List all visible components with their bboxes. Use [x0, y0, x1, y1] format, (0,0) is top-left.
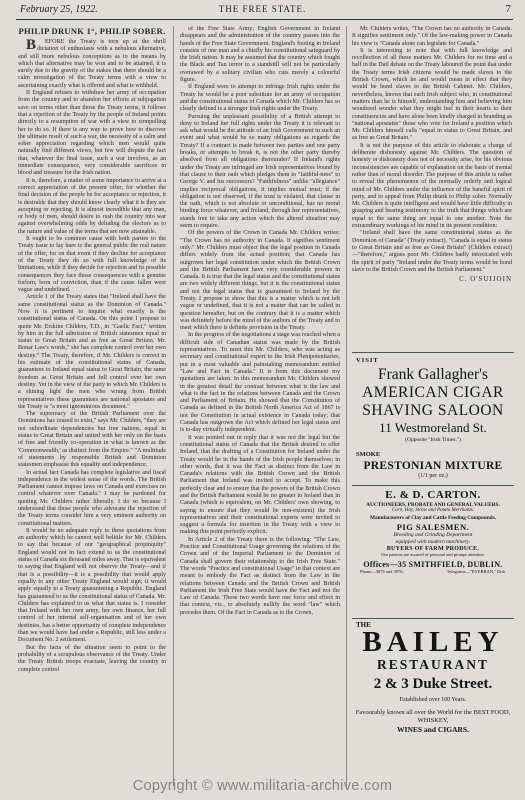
ad-bailey-name: BAILEY	[362, 626, 504, 658]
ad-buyers: BUYERS OF FARM PRODUCE.	[386, 546, 480, 552]
ad-gallagher-line3: SHAVING SALOON	[362, 402, 504, 419]
ad-telegrams: Telegrams—"EYEBRAN," Dub.	[446, 568, 506, 574]
article-paragraph: Article 1 of the Treaty states that "Ireland shall have the same constitutional status as the Dominion of Canada." Now it is pertinent to inquire what exactly is the constitutional status of Canada. On this point I propose to quote Mr. Erskine Childers, T.D., in "Gaelic Fact," written by him in the full admission of British statesmen equal in status to Great Britain and as free as Great Britain. Mr. Bonar Law's words," she has complete control over her own destiny." The Treaty, therefore, if Mr. Childers is correct in his estimate of the constitutional status of Canada, guarantees to Ireland equal status to Great Britain, the same freedom as Great Britain and full control over her own destiny. Yet in the view of the party to which Mr. Childers is a shining light the men who wrung from British representatives these guarantees are national apostates and the Treaty is "a most ignominious document."	[18, 294, 166, 410]
article-paragraph: If England were to attempt to infringe Irish rights under the Treaty he would be a poor substitute for an army of occupation and the constitutional status of Canada which Mr. Childers has so clearly defined is a stronger Irish rights under the Treaty.	[180, 84, 340, 113]
ad-gallagher-name: Frank Gallagher's	[378, 366, 488, 383]
article-lead-paragraph	[18, 39, 166, 90]
col1-paragraphs	[18, 90, 166, 674]
advertisement-bailey	[352, 618, 514, 786]
article-column-2	[180, 26, 340, 782]
column-divider	[346, 26, 347, 786]
col2-paragraphs	[180, 26, 340, 617]
article-signature: C. O'SUIJOIN	[459, 275, 512, 284]
article-paragraph: If England refuses to withdraw her army of occupation from the country and to abandon her efforts at subjugation save on terms other than those the Treaty terms, it follows that a rejection of the Treaty by the people of Ireland points directly to a resumption of war with a view to compelling her to do so. If there is any way to prove how to discover the ultimate result of such a war, the necessity of a calm and sober appreciation regarding which men would quite naturally find different views, but few will dispute the fact that, whatever the final issue, such a war involves, as an immediate consequence, very considerable sacrifices in blood and treasure for the Irish nation.	[18, 90, 166, 177]
ad-gallagher-opposite: (Opposite "Irish Times.")	[405, 437, 461, 443]
ad-pig-salesmen: PIG SALESMEN.	[396, 522, 470, 532]
ad-visit-label: VISIT	[356, 357, 379, 364]
article-column-3	[352, 26, 512, 326]
ad-carton-desc2: Corn, Hay, Straw and Potato Merchants.	[391, 508, 475, 513]
article-paragraph: "Ireland shall have the same constitutional status as the Dominion of Canada" (Treaty extract). "Canada is equal in status to Great Britain and as free as Great Britain" (Childers extract)—"therefore," argues poor Mr. Childers badly intoxicated with the spirit of party "Ireland under the Treaty terms would be bond slave to the British Crown and the British Parliament."	[352, 230, 512, 273]
article-paragraph: It ought to be common cause with both parties to the Treaty issue to lay bare to the general public the real nature of the offer, for on that event if they decline for acceptance of the Treaty they do so with full knowledge of its limitations, while if they decide for rejection and its possible consequences they face those consequences with a genuine forlorn, born of conviction, than if the cause fallen were vague and undefined.	[18, 236, 166, 294]
article-title: PHILIP DRUNK 1°, PHILIP SOBER.	[18, 26, 166, 36]
ad-gallagher-address: 11 Westmoreland St.	[379, 420, 487, 435]
col3-paragraphs	[352, 26, 512, 274]
ad-offices: Offices—35 SMITHFIELD, DUBLIN.	[363, 559, 503, 569]
ad-bailey-the: THE	[356, 621, 371, 629]
ad-carton-desc3: Manufacturers of Clay and Cattle Feeding Compounds.	[369, 515, 496, 521]
ad-breeding-line2: equipped with modern machinery.	[395, 538, 471, 545]
article-paragraph: But the facts of the situation seem to point to the probability of a scrupulous observance of the Treaty. Under the Treaty British troops evacuate, leaving the country in complete control	[18, 644, 166, 673]
ad-gallagher-line2: AMERICAN CIGAR	[362, 384, 504, 401]
header-rule	[16, 19, 513, 20]
article-paragraph: Mr. Childers writes, "The Crown has no authority in Canada. It signifies sentiment only." Of the law-making power in Canada his view is "Canada alone can legislate for Canada."	[352, 26, 512, 47]
ad-bailey-favour: Favourably known all over the World for the BEST FOOD, WHISKEY,	[355, 709, 511, 724]
article-paragraph: The supremacy of the British Parliament over the Dominions has ceased to exist," says Mr. Childers, "they are not subordinate dependencies but free nations, equal in status to Great Britain and united with her only on the basis of free and friendly co-operation in what is known as the 'Commonwealth,' as distinct from the Empire." "A multitude of statements by responsible British and Dominion statesmen emphasise this equality and independence.	[18, 411, 166, 469]
ad-bailey-restaurant: RESTAURANT	[376, 657, 489, 672]
article-paragraph: It is not the purpose of this article to elaborate a charge of deliberate dishonesty against Mr. Childers. The question of honesty or dishonesty does not of necessity arise, for his obvious inconsistencies are capable of explanation on the basis of mental rather than of moral disorder. The purpose of this article is rather to reveal the phenomenon of the normally orderly and logical mind of Mr. Childers under the influence of the baneful spirit of party, and to appeal from Philip drunk to Philip sober. Normally Mr. Childers is quite intelligent and would have little difficulty in grasping and bearing testimony to the truth that things which are equal to the same thing are equal to one another. Note the extraordinary workings of his mind in its present condition:	[352, 142, 512, 230]
advertisement-gallagher	[352, 352, 514, 614]
article-paragraph: It is interesting to note that with full knowledge and recollection of all these matters Mr. Childers for no time and a half in the Dail debate on the Treaty laboured the point that under the Treaty terms Irish citizens would be made slaves to the British Crown, which he and would mean in effect that they would be bond slaves to the British Cabinet. Mr. Childers, nevertheless, knows that each Irish subject who, in constitutional matters than he is himself, understanding him and believing him wondered wonder what they might feel in their hearts to their constituencies and have alone been kindly charged in branding as "national apostates" those who vote for Ireland a position which Mr. Childers himself calls "equal in status to Great Britain, and as free as Great Britain."	[352, 47, 512, 142]
ad-patrons: Our patrons are assured of personal and prompt attention.	[381, 552, 485, 557]
article-paragraph: Pursuing the unpleasant possibility of a British attempt to deny to Ireland her full rights under the Treaty it is relevant to ask what would be the attitude of an Irish Government in such an event and what would be so many obligations as regards the Treaty? If a contract is made between two parties and one party breaks, or attempts to break it, is not the other party thereby absolved from all obligations thereunder? If Ireland's rights under the Treaty are infringed are Irish representatives bound by that clause to their oath which pledges them to "faithful-ness" to George V. and his successors? "Faithfulness" unlike "allegiance" implies reciprocal obligations, it implies mutual trust; if the obligation is not observed, if the trust is violated, that clause in the oath, which is not absolute or unconditional, has no moral binding force whatever, and Ireland, through her representatives, stands free to take any action which the altered situation may seem to require.	[180, 113, 340, 230]
ad-smoke-label: SMOKE	[356, 451, 381, 458]
drop-cap: B	[26, 37, 37, 53]
article-paragraph: In Article 2 of the Treaty there is the following: "The Law, Practice and Constitutional Usage governing the relations of the Crown and of the Imperial Parliament to the Dominion of Canada shall govern their relationship to the Irish Free State." The words "Practice and constitutional Usage" in that context are meant to embody the Fact as distinct from the Law in the relations between Canada and the British Crown and British Parliament the Irish Free State would have the Fact and not the Law of Canada. Those two words have one force and effect in that context, viz., to absolutely nullify the word "law" which precedes them. Of the Fact in Canada as to the Crown,	[180, 536, 340, 616]
ad-bailey-established: Established over 100 Years.	[399, 697, 467, 703]
ad-contact	[352, 569, 514, 575]
copyright-watermark: Copyright © www.militaria-archive.com	[132, 778, 393, 794]
article-paragraph: It was pointed out in reply that it was not the legal but the constitutional status of Canada that the British desired to offer Ireland, that the drafting of a Constitution for Ireland under the Treaty would be in the hands of the Irish people themselves; in other words, that it was the Fact as distinct from the Law in Canada's relations with the British Crown and the British Parliament that Ireland was invited to accept. To make this perfectly clear and to ensure that the powers of the British Crown and the British Parliament would be no greater in Ireland than in Canada (which is equivalent, on Mr. Childers' own showing, to saying to ensure that they would be non-existent) the Irish representatives and their constitutional experts were invited to suggest a formula for insertion in the Treaty with a view to making this point perfectly explicit.	[180, 434, 340, 536]
article-column-1	[18, 26, 166, 782]
ad-breeding-line1: Breeding and Grinding Department	[393, 532, 473, 538]
ad-mixture-name: PRESTONIAN MIXTURE	[363, 460, 503, 472]
ad-carton-name: E. & D. CARTON.	[385, 489, 481, 501]
ad-phone: Phone—3876 and 3976.	[360, 568, 404, 574]
ad-mixture-price: (1/1 per oz.)	[418, 473, 448, 479]
page-number: 7	[505, 3, 511, 15]
article-paragraph: It is, therefore, a matter of some importance to arrive at a correct appreciation of the present offer; for whether the final decision of the people be for acceptance or rejection, it is desirable that they should know clearly what it is they are accepting or rejecting. It is almost incredible that any man, or body of men, should desire to rush the country into war against overwhelming odds by deluding the electors as to the nature and value of the terms that are now attainable.	[18, 177, 166, 235]
ad-bailey-best: WINES and CIGARS.	[397, 725, 469, 734]
paper-title: THE FREE STATE.	[218, 4, 307, 14]
ad-divider	[352, 485, 514, 486]
issue-date: February 25, 1922.	[20, 4, 98, 15]
article-paragraph: of the Free State Army; English Government in Ireland disappears and the administration of the country passes into the hands of the Free State Government. England's footing in Ireland consists of one man and a chiefly his constitutional safeguard by the Irish nation. It may be assumed that the country which fought the Black and Tan terror to a standstill will not be particularly overawed by a solitary civilian who cuts merely a colourful figure.	[180, 26, 340, 84]
article-paragraph: It would be no adequate reply to these quotations from an authority which he cannot well belittle for Mr. Childers to say that because of our "geographical propinquity" England would not in fact extend to us the constitutional status of Canada six thousand miles away. That is equivalent to saying that England will not observe the Treaty—and if that is a possibility—it is a possibility that would apply equally to any other Treaty England would sign; it would apply equally to a Treaty guaranteeing a Republic. England has guaranteed to us the constitutional status of Canada. Mr. Childers has explained to us what that status is. I consider that Ireland with her own army, her own finance, her full control of her internal self-organisation and of her own destinies, has a better opportunity of complete independence than we would have had under a Republic, still less under a Document No. 2 settlement.	[18, 527, 166, 644]
ad-bailey-address: 2 & 3 Duke Street.	[373, 676, 493, 692]
page-header	[0, 0, 525, 24]
article-paragraph: In actual fact Canada has complete legislative and fiscal independence in the widest sense of the words. The British Parliament cannot impose laws on Canada and exercises no control whatever over Canada." I may be pardoned for quoting Mr. Childers rather liberally. I do so because I understand that those people who advocate the rejection of the Treaty terms consider him a very eminent authority on constitutional matters.	[18, 469, 166, 527]
article-paragraph: In the progress of the negotiations a stage was reached when a difficult side of Canadian status was made by the British representatives. To meet this Mr. Childers, who was acting as secretary and constitutional expert to the Irish Plenipotentiaries, put in a most valuable and painstaking memorandum entitled "Law and Fact in Canada." It is from this document my quotations are taken. In this memorandum Mr. Childers showed in the greatest detail the contrast between what is the law and what is the fact in the relations between Canada and the Crown and Parliament of Britain. He showed that the Constitution of Canada as defined in the British North America Act of 1867 is not the Constitution in actual existence in Canada today; that Canada has outgrown the Act which defined her legal status and is to-day virtually independent.	[180, 332, 340, 434]
article-paragraph: Of the powers of the Crown in Canada Mr. Childers writes: "The Crown has no authority in Canada. It signifies sentiment only." Mr. Childers must object that the legal position in Canada differs widely from the actual position; that Canada has outgrown her legal constitution under which the British Crown and the British Parliament have very considerable powers in Canada. It is true that the legal status and the constitutional status are two widely different things, but it is the constitutional status and not the legal status that is guaranteed to Ireland by the Treaty. I propose to show that this is a matter which is not left vague or undefined, that it is not a matter that can be called in question hereafter, but on the contrary that it is a matter which was definitely before the mind of the authors of the Treaty and to meet which there is definite provision in the Treaty.	[180, 230, 340, 332]
column-divider	[173, 26, 174, 786]
ad-carton-desc: AUCTIONEERS, PROBATE AND GENERAL VALUERS.	[366, 502, 500, 508]
lead-text: EFORE the Treaty is torn up at the shrill dictation of enthusiasts with a nebulous alternative, and still more nebulous conceptions as to the means by which that alternative may be won and to be attained, it is surely due to the gravity of the stakes that there should be a calm investigation of the Treaty terms with a view to ascertaining exactly what is offered and what is withheld.	[18, 39, 166, 89]
